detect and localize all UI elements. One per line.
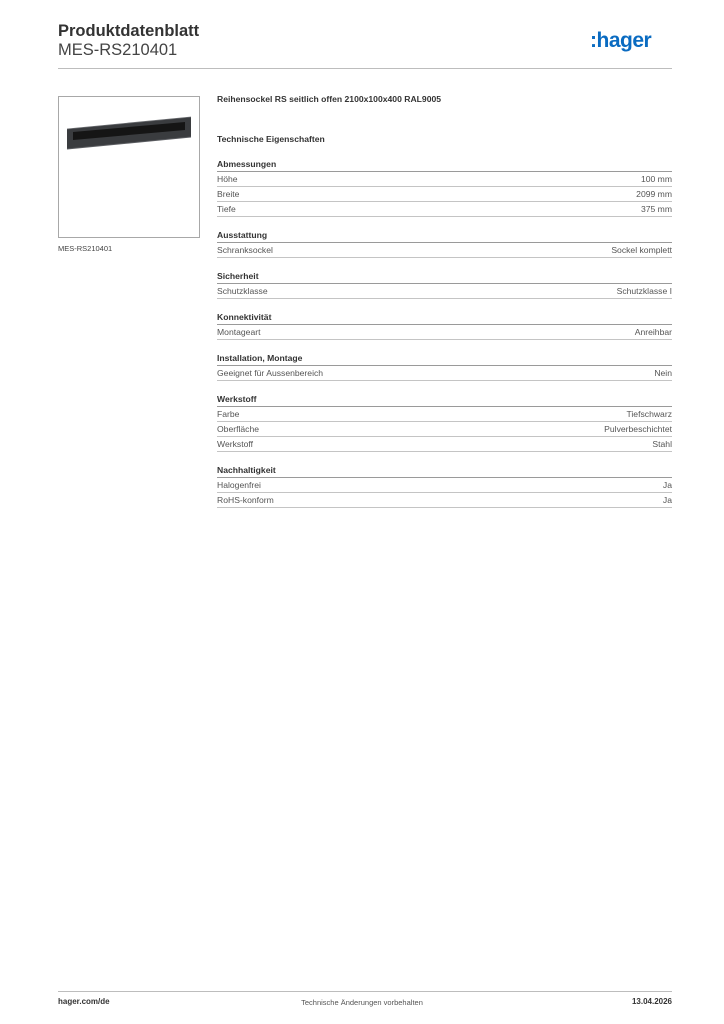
group-title: Werkstoff [217,393,672,407]
property-value: Pulverbeschichtet [604,424,672,434]
product-title: Reihensockel RS seitlich offen 2100x100x400 RAL9005 [217,94,442,104]
product-image [58,96,200,238]
section-title: Technische Eigenschaften [217,134,325,144]
footer-website-link[interactable]: hager.com/de [58,997,110,1006]
property-value: Stahl [652,439,672,449]
property-row [217,437,672,452]
property-row [217,407,672,422]
property-value: Ja [662,480,672,490]
property-group [217,158,672,217]
group-title: Sicherheit [217,270,672,284]
document-header [58,20,672,68]
document-title: Produktdatenblatt [58,22,200,40]
hager-logo [590,28,672,54]
property-value: 375 mm [640,204,672,214]
property-value: 2099 mm [636,189,672,199]
property-label: Schutzklasse [217,286,268,296]
group-title: Ausstattung [217,229,672,243]
property-label: Schranksockel [217,245,273,255]
property-group [217,311,672,340]
property-label: Geeignet für Aussenbereich [217,368,324,378]
footer-divider [58,991,672,992]
property-row [217,325,672,340]
property-value: Ja [662,495,672,505]
property-label: Halogenfrei [217,480,261,490]
group-title: Abmessungen [217,158,672,172]
product-details [217,93,672,508]
property-label: Farbe [217,409,240,419]
property-label: Breite [217,189,240,199]
property-label: Werkstoff [217,439,253,449]
property-group [217,393,672,452]
header-divider [58,68,672,69]
property-row [217,187,672,202]
image-caption: MES-RS210401 [58,244,113,253]
property-row [217,493,672,508]
group-title: Konnektivität [217,311,672,325]
property-value: Anreihbar [634,327,672,337]
property-row [217,243,672,258]
group-title: Nachhaltigkeit [217,464,672,478]
property-value: Nein [654,368,672,378]
property-label: RoHS-konform [217,495,274,505]
group-title: Installation, Montage [217,352,672,366]
property-row [217,202,672,217]
svg-text::hager: :hager [590,29,652,52]
footer-disclaimer: Technische Änderungen vorbehalten [301,998,423,1007]
property-group [217,270,672,299]
property-group [217,464,672,508]
product-frame-image [59,97,199,237]
property-group [217,352,672,381]
property-value: Schutzklasse I [616,286,672,296]
property-value: Sockel komplett [611,245,672,255]
property-row [217,366,672,381]
property-row [217,172,672,187]
property-label: Oberfläche [217,424,260,434]
property-label: Höhe [217,174,238,184]
property-row [217,478,672,493]
property-value: Tiefschwarz [626,409,672,419]
property-row [217,422,672,437]
property-label: Montageart [217,327,261,337]
footer-date: 13.04.2026 [631,997,672,1006]
property-group [217,229,672,258]
property-row [217,284,672,299]
document-subtitle: MES-RS210401 [58,41,178,59]
property-label: Tiefe [217,204,236,214]
property-value: 100 mm [640,174,672,184]
